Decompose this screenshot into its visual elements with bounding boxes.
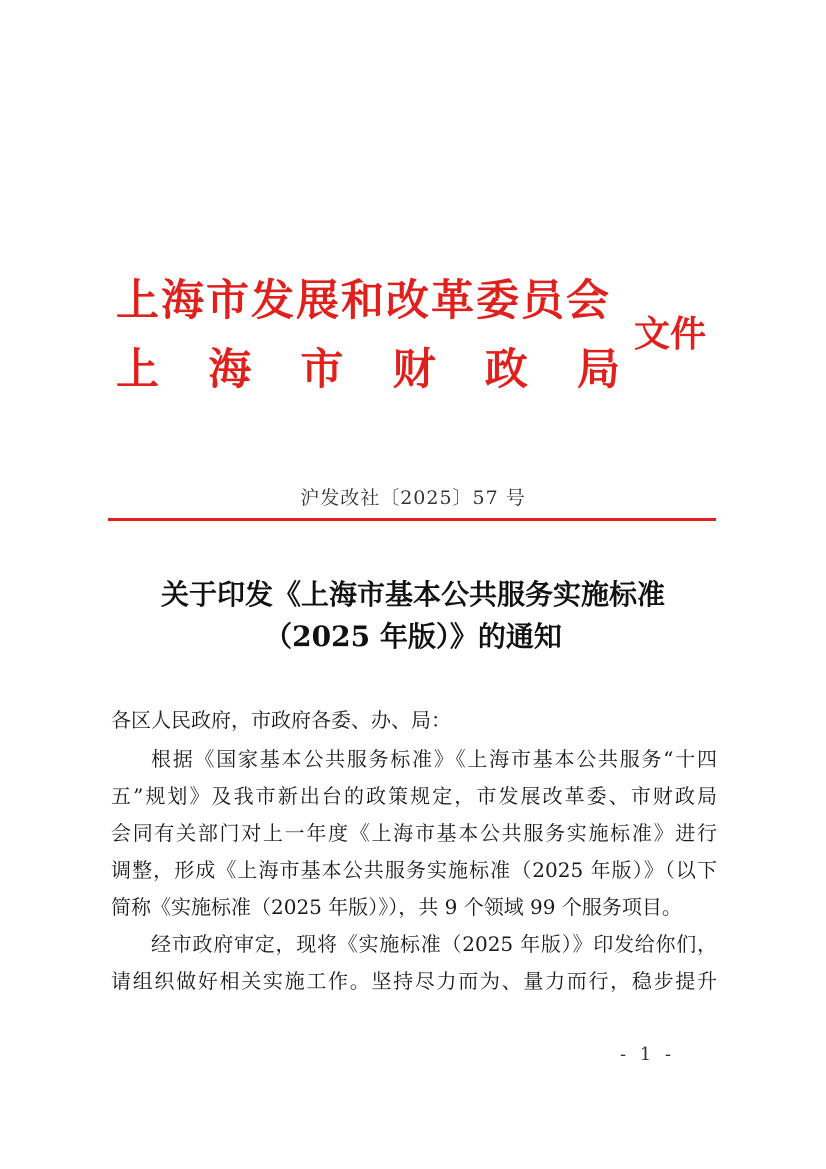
page-number: - 1 - [620, 1044, 676, 1065]
body-line: 五”规划》及我市新出台的政策规定，市发展改革委、市财政局 [111, 784, 717, 808]
issuing-org-finance-bureau [116, 345, 620, 395]
body-line: 调整，形成《上海市基本公共服务实施标准（2025 年版）》（以下 [111, 858, 717, 882]
body-paragraphs [111, 741, 717, 1000]
document-type-label: 文件 [634, 313, 707, 355]
org2-char: 局 [576, 345, 620, 395]
body-line: 请组织做好相关实施工作。坚持尽力而为、量力而行，稳步提升 [111, 969, 717, 993]
body-line: 经市政府审定，现将《实施标准（2025 年版）》印发给你们， [151, 932, 717, 956]
org2-char: 财 [392, 345, 436, 395]
issuing-org-ndrc: 上海市发展和改革委员会 [116, 276, 611, 326]
org2-char: 市 [300, 345, 344, 395]
red-divider [108, 518, 716, 521]
document-title-line2: （2025 年版）》的通知 [264, 620, 562, 653]
org2-char: 海 [208, 345, 252, 395]
document-number: 沪发改社〔2025〕57 号 [300, 487, 526, 509]
body-line: 根据《国家基本公共服务标准》《上海市基本公共服务“十四 [151, 747, 717, 771]
org2-char: 政 [484, 345, 528, 395]
document-title-line1: 关于印发《上海市基本公共服务实施标准 [160, 578, 665, 611]
body-line: 简称《实施标准（2025 年版）》），共 9 个领域 99 个服务项目。 [111, 895, 682, 919]
org2-char: 上 [116, 345, 159, 395]
salutation: 各区人民政府，市政府各委、办、局： [111, 708, 451, 732]
body-line: 会同有关部门对上一年度《上海市基本公共服务实施标准》进行 [111, 821, 717, 845]
